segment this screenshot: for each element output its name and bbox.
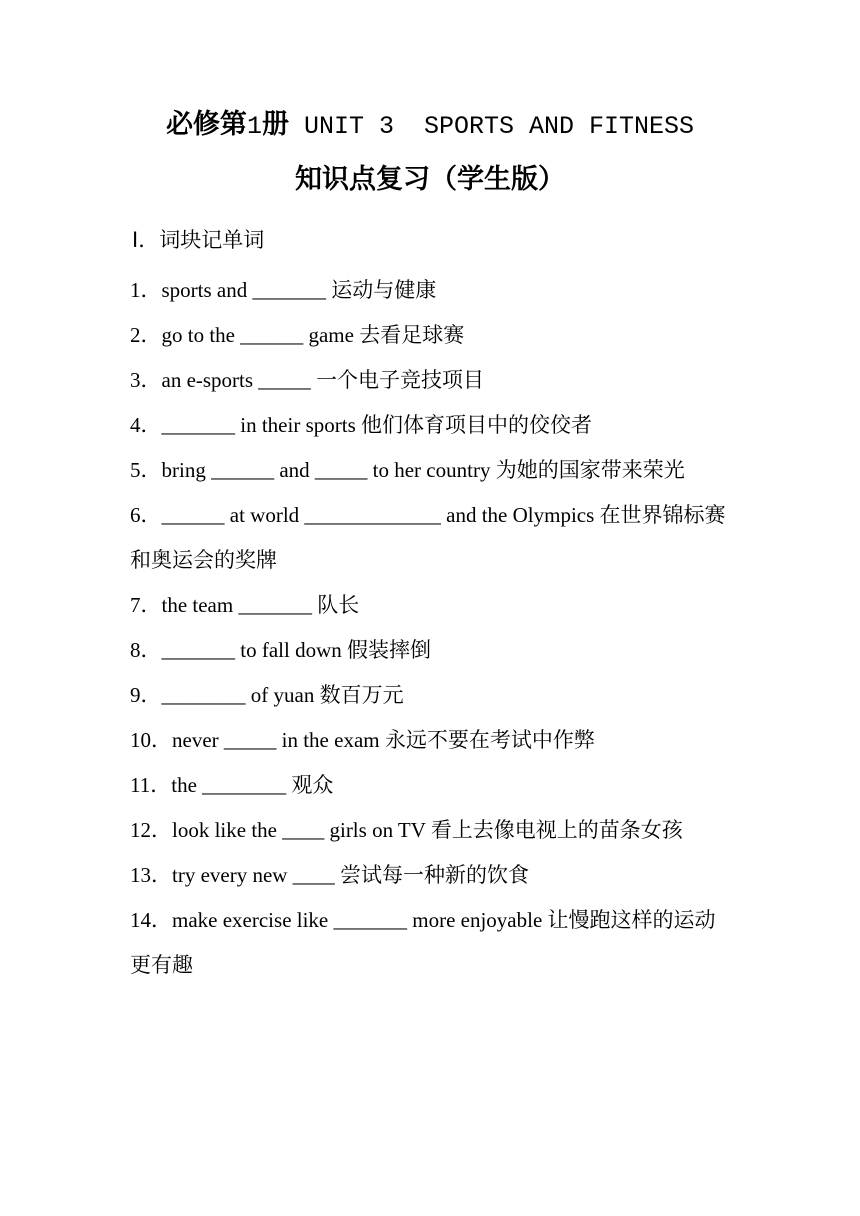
item-english: never _____ in the exam [172, 728, 385, 752]
item-english: ______ at world _____________ and the Olympics [161, 503, 600, 527]
title-unit: UNIT 3 SPORTS AND FITNESS [303, 112, 695, 141]
list-item [130, 853, 734, 898]
item-chinese: 数百万元 [319, 683, 404, 707]
item-english: ________ of yuan [161, 683, 320, 707]
page-title [0, 104, 860, 147]
item-chinese: 永远不要在考试中作弊 [384, 728, 595, 752]
list-item [130, 448, 734, 493]
item-chinese: 为她的国家带来荣光 [495, 458, 685, 482]
item-english: go to the ______ game [161, 323, 360, 347]
item-chinese: 一个电子竞技项目 [316, 368, 485, 392]
item-chinese: 让慢跑这样的运动更有趣 [130, 908, 716, 977]
list-item [130, 268, 734, 313]
list-item [130, 358, 734, 403]
item-chinese: 假装摔倒 [346, 638, 431, 662]
item-chinese: 看上去像电视上的苗条女孩 [430, 818, 683, 842]
item-english: look like the ____ girls on TV [172, 818, 431, 842]
title-cn-part: 必修第 [165, 109, 247, 140]
item-number: 7． [130, 593, 162, 617]
title-cn-volume: 册 [261, 109, 289, 140]
item-english: _______ in their sports [161, 413, 361, 437]
item-chinese: 去看足球赛 [359, 323, 465, 347]
section-heading: Ⅰ．词块记单词 [132, 228, 265, 252]
item-chinese: 运动与健康 [331, 278, 437, 302]
list-item [130, 898, 734, 988]
item-number: 3． [130, 368, 162, 392]
list-item [130, 403, 734, 448]
item-number: 14． [130, 908, 172, 932]
list-item [130, 583, 734, 628]
item-english: the team _______ [161, 593, 318, 617]
item-english: try every new ____ [172, 863, 340, 887]
page-subtitle: 知识点复习（学生版） [295, 164, 565, 195]
item-number: 8． [130, 638, 162, 662]
list-item [130, 493, 734, 583]
title-volume-number: 1 [246, 112, 262, 141]
item-number: 11． [130, 773, 172, 797]
list-item [130, 718, 734, 763]
list-item [130, 808, 734, 853]
item-number: 12． [130, 818, 172, 842]
vocabulary-list [130, 268, 734, 988]
item-number: 5． [130, 458, 162, 482]
item-number: 13． [130, 863, 172, 887]
list-item [130, 313, 734, 358]
item-number: 10． [130, 728, 172, 752]
item-chinese: 观众 [291, 773, 334, 797]
list-item [130, 763, 734, 808]
item-english: an e-sports _____ [161, 368, 317, 392]
item-chinese: 队长 [317, 593, 360, 617]
item-number: 9． [130, 683, 162, 707]
item-number: 2． [130, 323, 162, 347]
item-number: 4． [130, 413, 162, 437]
item-english: sports and _______ [161, 278, 332, 302]
item-number: 1． [130, 278, 162, 302]
list-item [130, 628, 734, 673]
item-english: make exercise like _______ more enjoyable [172, 908, 548, 932]
item-chinese: 在世界锦标赛和奥运会的奖牌 [130, 503, 726, 572]
item-english: the ________ [171, 773, 292, 797]
item-english: bring ______ and _____ to her country [161, 458, 496, 482]
item-chinese: 尝试每一种新的饮食 [339, 863, 529, 887]
list-item [130, 673, 734, 718]
item-number: 6． [130, 503, 162, 527]
item-english: _______ to fall down [161, 638, 347, 662]
item-chinese: 他们体育项目中的佼佼者 [361, 413, 592, 437]
